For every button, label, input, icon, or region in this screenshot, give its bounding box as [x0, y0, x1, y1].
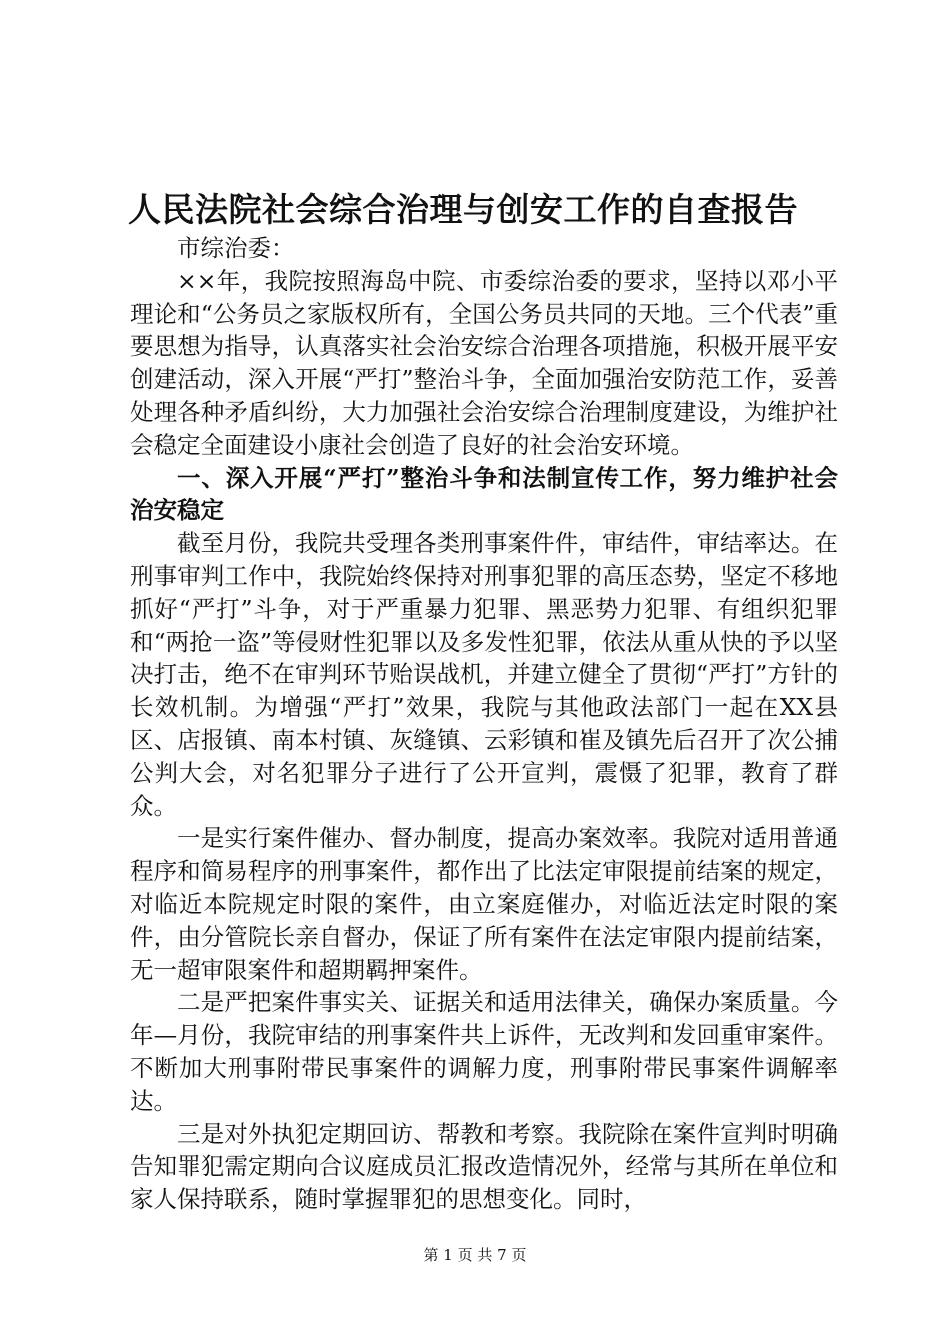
page-footer: 第 1 页 共 7 页 — [423, 1246, 527, 1264]
paragraph-strike-hard: 截至月份，我院共受理各类刑事案件件，审结件，审结率达。在刑事审判工作中，我院始终保持对刑事犯罪的高压态势，坚定不移地抓好“严打”斗争，对于严重暴力犯罪、黑恶势力犯罪、有组织犯罪和“两抢一盗”等侵财性犯罪以及多发性犯罪，依法从重从快的予以坚决打击，绝不在审判环节贻误战机，并建立健全了贯彻“严打”方针的长效机制。为增强“严打”效果，我院与其他政法部门一起在XX县区、店报镇、南本村镇、灰缝镇、云彩镇和崔及镇先后召开了次公捕公判大会，对名犯罪分子进行了公开宣判，震慑了犯罪，教育了群众。 — [130, 529, 838, 820]
paragraph-point-one: 一是实行案件催办、督办制度，提高办案效率。我院对适用普通程序和简易程序的刑事案件，都作出了比法定审限提前结案的规定，对临近本院规定时限的案件，由立案庭催办，对临近法定时限的案件，由分管院长亲自督办，保证了所有案件在法定审限内提前结案，无一超审限案件和超期羁押案件。 — [130, 824, 838, 984]
document-body — [130, 232, 838, 1216]
salutation: 市综治委： — [177, 234, 295, 262]
document-title: 人民法院社会综合治理与创安工作的自查报告 — [128, 190, 798, 229]
section-heading: 一、深入开展“严打”整治斗争和法制宣传工作，努力维护社会治安稳定 — [130, 463, 838, 525]
paragraph-intro: ××年，我院按照海岛中院、市委综治委的要求，坚持以邓小平理论和“公务员之家版权所有，全国公务员共同的天地。三个代表”重要思想为指导，认真落实社会治安综合治理各项措施，积极开展平安创建活动，深入开展“严打”整治斗争，全面加强治安防范工作，妥善处理各种矛盾纠纷，大力加强社会治安综合治理制度建设，为维护社会稳定全面建设小康社会创造了良好的社会治安环境。 — [130, 266, 838, 459]
paragraph-point-two: 二是严把案件事实关、证据关和适用法律关，确保办案质量。今年—月份，我院审结的刑事案件共上诉件，无改判和发回重审案件。不断加大刑事附带民事案件的调解力度，刑事附带民事案件调解率达。 — [130, 988, 838, 1115]
paragraph-point-three: 三是对外执犯定期回访、帮教和考察。我院除在案件宣判时明确告知罪犯需定期向合议庭成员汇报改造情况外，经常与其所在单位和家人保持联系，随时掌握罪犯的思想变化。同时， — [130, 1119, 838, 1214]
